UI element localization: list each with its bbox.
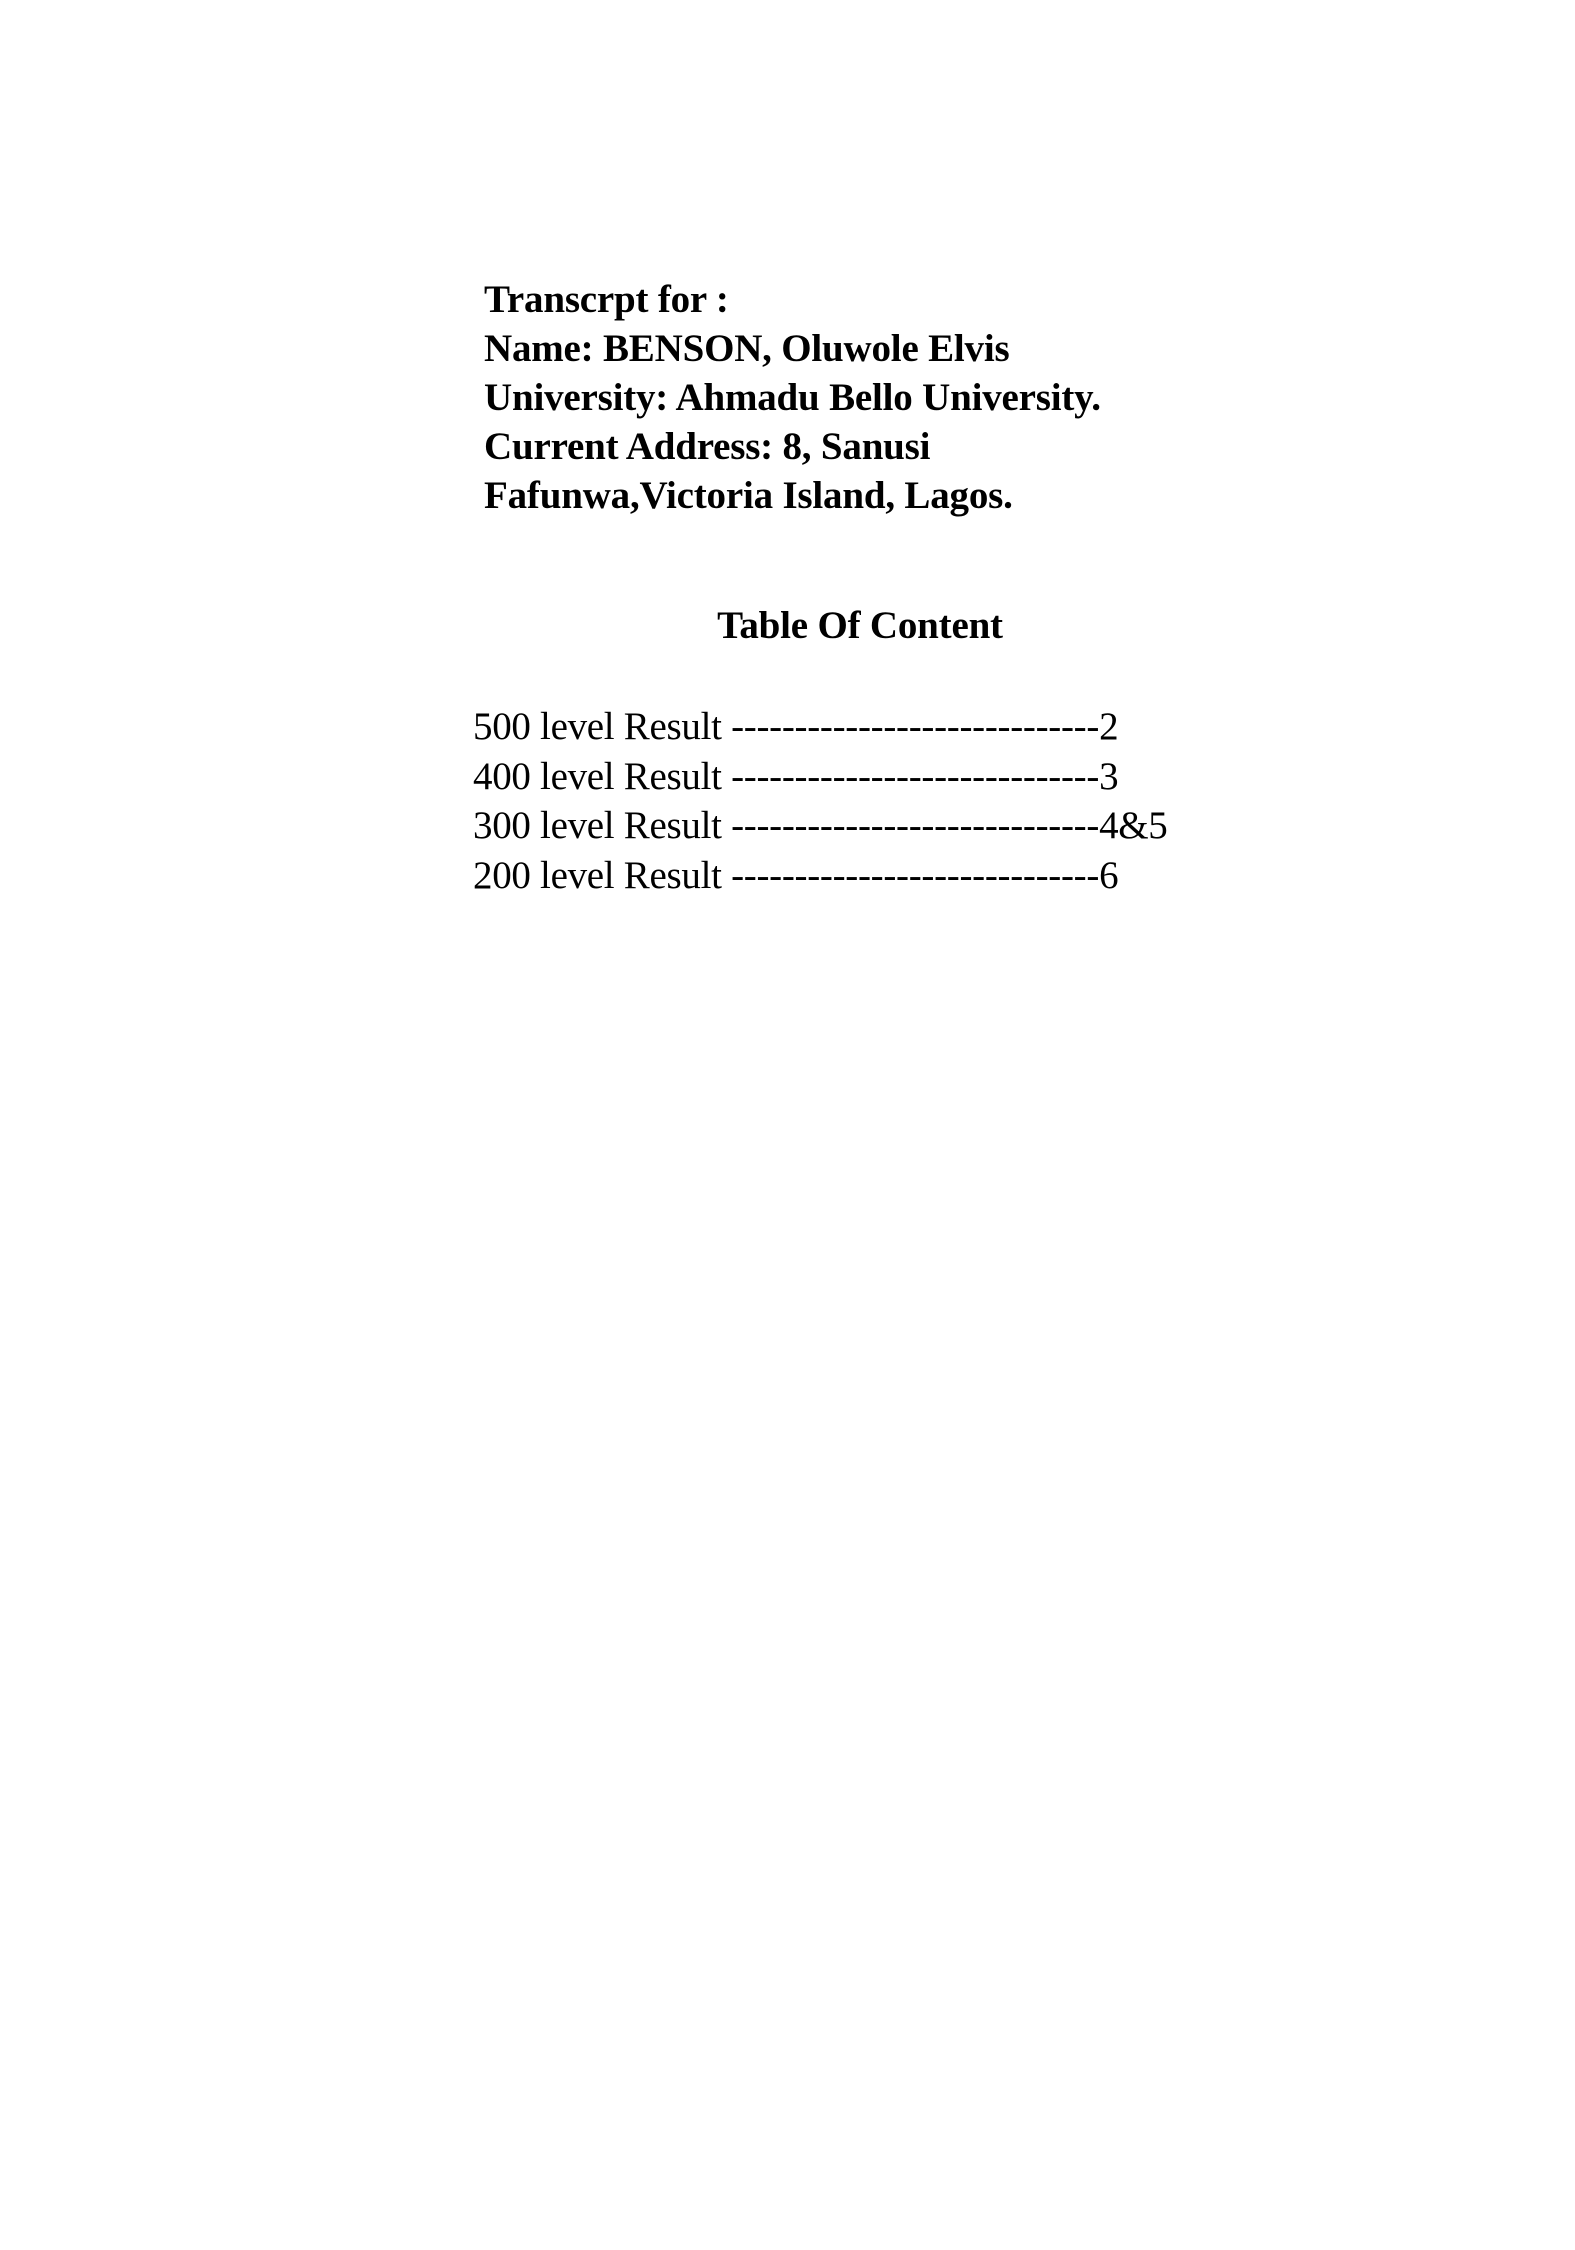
toc-entry [473,851,1168,901]
toc-entry-page: 2 [1099,705,1119,748]
toc-entry [473,801,1168,851]
toc-entry-leader: ----------------------------- [731,853,1100,897]
toc-entry-label: 500 level Result [473,705,722,748]
address-line-2: Fafunwa,Victoria Island, Lagos. [484,474,1013,517]
university-line: University: Ahmadu Bello University. [484,376,1101,419]
toc-entry [473,752,1168,802]
transcript-for-line: Transcrpt for : [484,278,729,321]
address-line-1: Current Address: 8, Sanusi [484,425,931,468]
toc-entry [473,702,1168,752]
toc-entry-leader: ----------------------------- [731,804,1100,847]
toc-entry-leader: ----------------------------- [731,754,1100,798]
student-name-line: Name: BENSON, Oluwole Elvis [484,327,1010,370]
toc-entry-label: 400 level Result [473,754,722,798]
toc-entry-page: 3 [1099,754,1119,798]
transcript-header [484,275,1244,520]
toc-title: Table Of Content [717,604,1003,647]
toc-entry-page: 4&5 [1099,804,1168,847]
toc-entry-leader: ----------------------------- [731,705,1100,748]
toc-entry-label: 300 level Result [473,804,722,847]
toc-entry-label: 200 level Result [473,853,722,897]
table-of-contents [473,702,1168,900]
toc-entry-page: 6 [1099,853,1119,897]
